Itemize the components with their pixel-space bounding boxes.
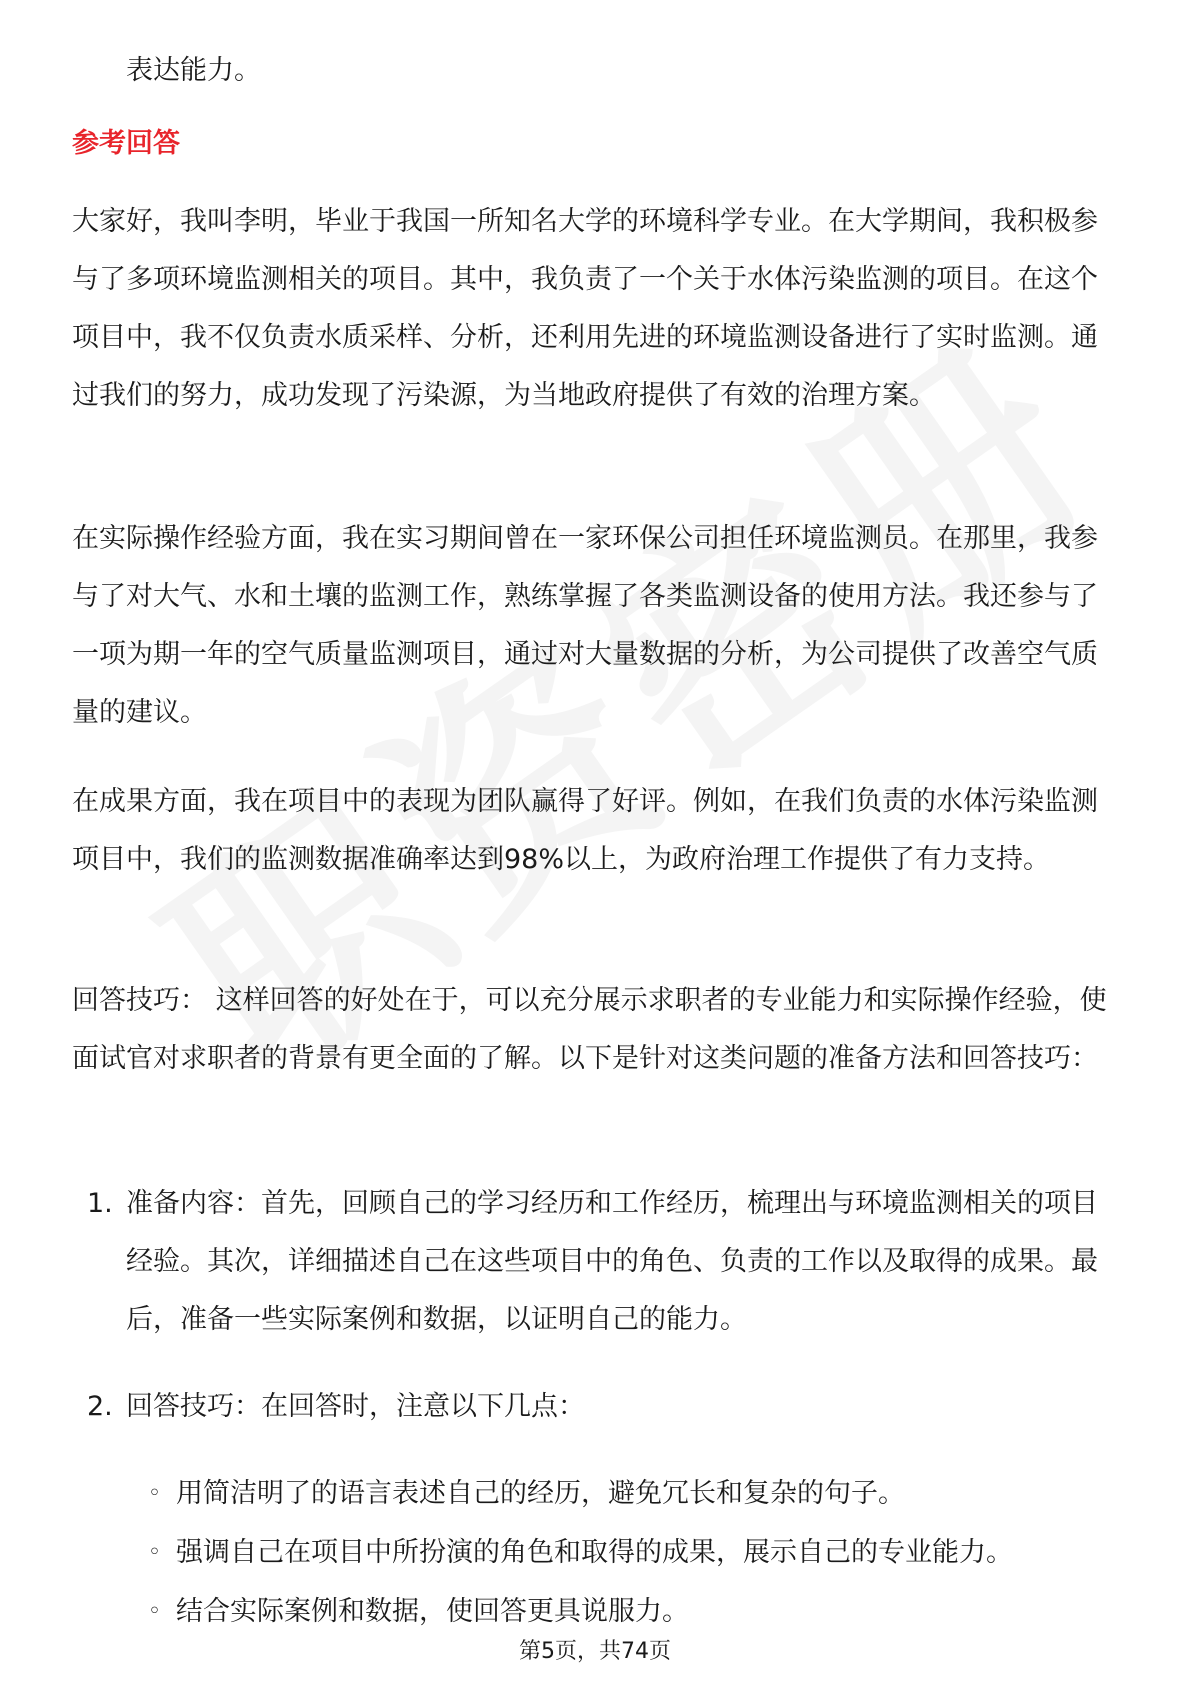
- list-text: 回答技巧：在回答时，注意以下几点：: [126, 1391, 585, 1422]
- page-footer: 第5页，共74页: [519, 1639, 671, 1664]
- list-number: 2.: [87, 1391, 113, 1422]
- paragraph-tips: 回答技巧： 这样回答的好处在于，可以充分展示求职者的专业能力和实际操作经验，使面试官对求职者的背景有更全面的了解。以下是针对这类问题的准备方法和回答技巧：: [72, 985, 1107, 1074]
- list-number: 1.: [87, 1188, 113, 1219]
- continuation-text: 表达能力。: [126, 55, 261, 86]
- watermark: [91, 282, 1169, 1237]
- paragraph-experience: 在实际操作经验方面，我在实习期间曾在一家环保公司担任环境监测员。在那里，我参与了对大气、水和土壤的监测工作，熟练掌握了各类监测设备的使用方法。我还参与了一项为期一年的空气质量监测项目，通过对大量数据的分析，为公司提供了改善空气质量的建议。: [72, 523, 1098, 728]
- bullet-text: 强调自己在项目中所扮演的角色和取得的成果，展示自己的专业能力。: [176, 1537, 1013, 1568]
- paragraph-achievements: 在成果方面，我在项目中的表现为团队赢得了好评。例如，在我们负责的水体污染监测项目中，我们的监测数据准确率达到98%以上，为政府治理工作提供了有力支持。: [72, 786, 1098, 875]
- list-text: 准备内容：首先，回顾自己的学习经历和工作经历，梳理出与环境监测相关的项目经验。其次，详细描述自己在这些项目中的角色、负责的工作以及取得的成果。最后，准备一些实际案例和数据，以证明自己的能力。: [126, 1188, 1098, 1335]
- section-heading: 参考回答: [72, 128, 180, 159]
- bullet-text: 结合实际案例和数据，使回答更具说服力。: [176, 1596, 689, 1627]
- paragraph-intro: 大家好，我叫李明，毕业于我国一所知名大学的环境科学专业。在大学期间，我积极参与了多项环境监测相关的项目。其中，我负责了一个关于水体污染监测的项目。在这个项目中，我不仅负责水质采样、分析，还利用先进的环境监测设备进行了实时监测。通过我们的努力，成功发现了污染源，为当地政府提供了有效的治理方案。: [72, 206, 1098, 411]
- bullet-circle-icon: ◦: [148, 1540, 161, 1565]
- bullet-circle-icon: ◦: [148, 1599, 161, 1624]
- bullet-text: 用简洁明了的语言表述自己的经历，避免冗长和复杂的句子。: [176, 1478, 905, 1509]
- bullet-circle-icon: ◦: [148, 1481, 161, 1506]
